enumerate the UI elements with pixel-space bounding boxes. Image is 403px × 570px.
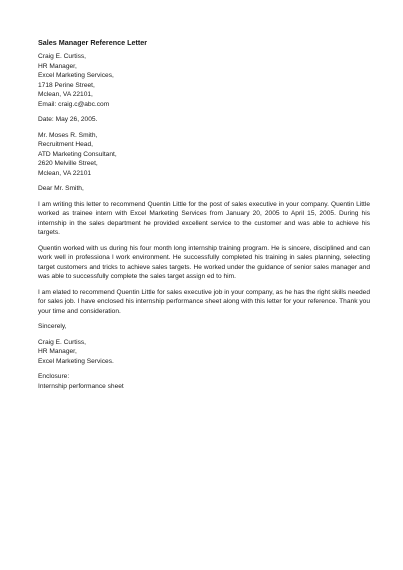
date-text: Date: May 26, 2005. <box>38 116 98 123</box>
sender-company: Excel Marketing Services, <box>38 72 114 79</box>
recipient-company: ATD Marketing Consultant, <box>38 150 117 158</box>
salutation-text: Dear Mr. Smith, <box>38 185 84 192</box>
closing-text: Sincerely, <box>38 323 67 330</box>
recipient-name: Mr. Moses R. Smith, <box>38 131 98 139</box>
sender-address <box>38 52 370 109</box>
body-paragraph-3: I am elated to recommend Quentin Little for sales executive job in your company, as he has the right skills needed for sales job. I have enclosed his internship performance sheet along with this letter for your reference. Thank you your time and consideration. <box>38 288 370 315</box>
letter-date <box>38 115 370 125</box>
recipient-city: Mclean, VA 22101 <box>38 169 92 177</box>
enclosure-block <box>38 372 370 391</box>
document-title: Sales Manager Reference Letter <box>38 38 148 47</box>
recipient-address <box>38 131 370 179</box>
signature-block <box>38 338 370 367</box>
recipient-role: Recruitment Head, <box>38 141 93 148</box>
sender-role: HR Manager, <box>38 62 77 70</box>
signature-role: HR Manager, <box>38 348 77 355</box>
sender-city: Mclean, VA 22101, <box>38 91 93 98</box>
enclosure-item: Internship performance sheet <box>38 382 124 390</box>
recipient-street: 2620 Melville Street, <box>38 160 98 167</box>
body-paragraph-1: I am writing this letter to recommend Quentin Little for the post of sales executive in your company. Quentin Little worked as trainee intern with Excel Marketing Services from January 20, 2005 to April 15, 2005. During his internship in the sales department he provided excellent service to the customer and was able to achieve his targets. <box>38 200 370 236</box>
body-paragraph-2: Quentin worked with us during his four month long internship training program. He is sincere, disciplined and can work well in professiona l work environment. He successfully completed his training in sales planning, selecting target customers and tricks to achieve sales targets. He worked under the guidance of senior sales manager and was able to successfully complete the sales target assign ed to him. <box>38 244 370 280</box>
salutation <box>38 184 370 194</box>
signature-company: Excel Marketing Services. <box>38 357 114 365</box>
letter-body <box>38 38 370 397</box>
closing <box>38 322 370 332</box>
sender-name: Craig E. Curtiss, <box>38 53 86 60</box>
sender-street: 1718 Perine Street, <box>38 81 95 89</box>
enclosure-label: Enclosure: <box>38 373 70 380</box>
signature-name: Craig E. Curtiss, <box>38 338 86 346</box>
sender-email: Email: craig.c@abc.com <box>38 100 110 108</box>
